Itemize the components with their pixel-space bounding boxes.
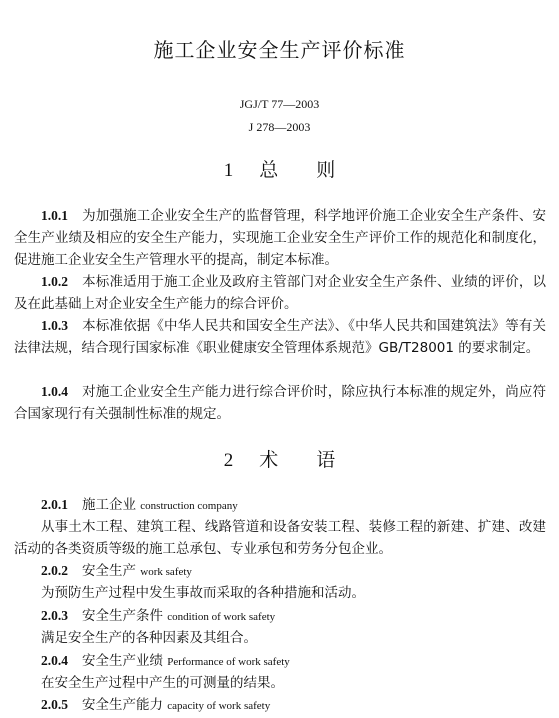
term-number: 2.0.4 bbox=[41, 653, 68, 668]
term-english: construction company bbox=[140, 500, 238, 512]
clause-1-0-1 bbox=[14, 205, 546, 271]
term-2-0-5 bbox=[14, 694, 546, 717]
clause-text: 对施工企业安全生产能力进行综合评价时，除应执行本标准的规定外，尚应符合国家现行有关强制性标准的规定。 bbox=[14, 384, 546, 422]
term-definition: 为预防生产过程中发生事故而采取的各种措施和活动。 bbox=[41, 585, 365, 601]
section-number: 1 bbox=[223, 160, 234, 181]
clause-text: 为加强施工企业安全生产的监督管理，科学地评价施工企业安全生产条件、安全生产业绩及相应的安全生产能力，实现施工企业安全生产评价工作的规范化和制度化，促进施工企业安全生产管理水平的提高，制定本标准。 bbox=[14, 208, 546, 268]
clause-1-0-4 bbox=[14, 381, 546, 425]
term-2-0-3 bbox=[14, 605, 546, 628]
term-number: 2.0.3 bbox=[41, 608, 68, 623]
clause-1-0-2 bbox=[14, 271, 546, 315]
term-name: 安全生产条件 bbox=[82, 608, 163, 624]
term-number: 2.0.2 bbox=[41, 563, 68, 578]
document-title: 施工企业安全生产评价标准 bbox=[153, 38, 406, 62]
term-2-0-2 bbox=[14, 560, 546, 583]
clause-number: 1.0.4 bbox=[41, 384, 68, 399]
term-english: Performance of work safety bbox=[167, 656, 290, 668]
clause-number: 1.0.3 bbox=[41, 318, 68, 333]
section-heading-general bbox=[0, 159, 559, 183]
section-title: 术 语 bbox=[259, 449, 336, 471]
term-definition: 满足安全生产的各种因素及其组合。 bbox=[41, 630, 257, 646]
section-heading-terms bbox=[0, 449, 559, 473]
clause-text: 本标准依据《中华人民共和国安全生产法》、《中华人民共和国建筑法》等有关法律法规，结合现行国家标准《职业健康安全管理体系规范》GB/T28001 的要求制定。 bbox=[14, 318, 546, 356]
term-number: 2.0.5 bbox=[41, 697, 68, 712]
term-english: work safety bbox=[140, 566, 192, 578]
term-definition: 在安全生产过程中产生的可测量的结果。 bbox=[41, 675, 284, 691]
section-title: 总 则 bbox=[259, 159, 336, 181]
term-english: capacity of work safety bbox=[167, 700, 271, 712]
term-name: 安全生产 bbox=[82, 563, 136, 579]
term-name: 施工企业 bbox=[82, 497, 136, 513]
clause-text: 本标准适用于施工企业及政府主管部门对企业安全生产条件、业绩的评价，以及在此基础上对企业安全生产能力的综合评价。 bbox=[14, 274, 546, 312]
clause-number: 1.0.1 bbox=[41, 208, 68, 223]
term-number: 2.0.1 bbox=[41, 497, 68, 512]
clause-number: 1.0.2 bbox=[41, 274, 68, 289]
term-2-0-1 bbox=[14, 494, 546, 517]
clause-1-0-3 bbox=[14, 315, 546, 359]
term-definition: 从事土木工程、建筑工程、线路管道和设备安装工程、装修工程的新建、扩建、改建活动的各类资质等级的施工总承包、专业承包和劳务分包企业。 bbox=[14, 519, 546, 557]
term-english: condition of work safety bbox=[167, 611, 276, 623]
term-name: 安全生产能力 bbox=[82, 697, 163, 713]
term-name: 安全生产业绩 bbox=[82, 653, 163, 669]
standard-code: JGJ/T 77—2003 bbox=[239, 97, 320, 111]
section-number: 2 bbox=[223, 450, 234, 471]
term-2-0-4 bbox=[14, 650, 546, 673]
record-code: J 278—2003 bbox=[248, 120, 311, 134]
